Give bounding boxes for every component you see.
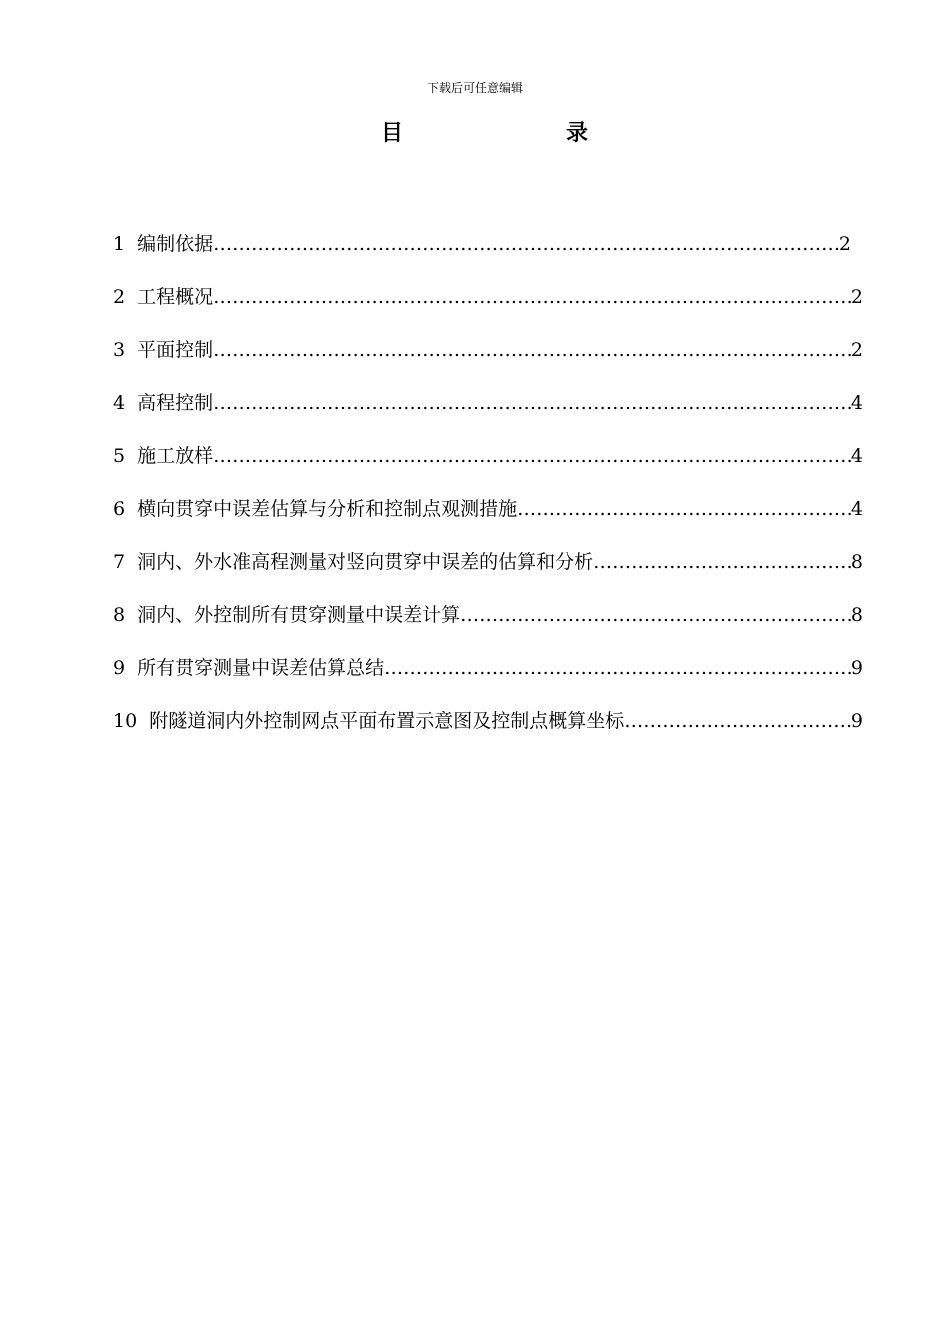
header-note: 下载后可任意编辑 xyxy=(426,81,523,95)
toc-dot-leader xyxy=(213,282,851,312)
toc-entry-number: 6 xyxy=(113,498,126,520)
toc-entry-number: 3 xyxy=(113,339,126,361)
toc-entry[interactable] xyxy=(113,653,863,706)
toc-entry-page: 8 xyxy=(850,551,863,573)
toc-dot-leader xyxy=(384,653,851,683)
toc-entry-page: 2 xyxy=(850,286,863,308)
toc-entry-page: 4 xyxy=(850,498,863,520)
toc-entry-text: 洞内、外控制所有贯穿测量中误差计算 xyxy=(137,604,461,626)
toc-entry-page: 8 xyxy=(850,604,863,626)
toc-entry-text: 附隧道洞内外控制网点平面布置示意图及控制点概算坐标 xyxy=(149,710,625,732)
toc-entry-text: 工程概况 xyxy=(137,286,214,308)
toc-entry-page: 2 xyxy=(850,339,863,361)
toc-entry-number: 1 xyxy=(113,233,126,255)
toc-entry-number: 10 xyxy=(113,710,138,732)
toc-entry[interactable] xyxy=(113,335,863,388)
toc-entry[interactable] xyxy=(113,706,863,759)
toc-dot-leader xyxy=(593,547,851,577)
toc-entry-text: 洞内、外水准高程测量对竖向贯穿中误差的估算和分析 xyxy=(137,551,594,573)
toc-dot-leader xyxy=(517,494,851,524)
toc-entry-text: 横向贯穿中误差估算与分析和控制点观测措施 xyxy=(137,498,518,520)
toc-entry-text: 所有贯穿测量中误差估算总结 xyxy=(137,657,385,679)
toc-entry[interactable] xyxy=(113,388,863,441)
toc-entry-page: 9 xyxy=(850,710,863,732)
toc-entry[interactable] xyxy=(113,229,863,282)
toc-entry-number: 8 xyxy=(113,604,126,626)
toc-entry-text: 高程控制 xyxy=(137,392,214,414)
toc-entry-number: 2 xyxy=(113,286,126,308)
toc-dot-leader xyxy=(213,388,851,418)
toc-entry-text: 施工放样 xyxy=(137,445,214,467)
title-char-first: 目 xyxy=(381,121,404,146)
toc-entry-number: 7 xyxy=(113,551,126,573)
table-of-contents xyxy=(113,229,863,759)
toc-entry-number: 9 xyxy=(113,657,126,679)
toc-entry-page: 2 xyxy=(838,233,851,255)
toc-dot-leader xyxy=(213,335,851,365)
toc-entry-page: 4 xyxy=(850,392,863,414)
toc-entry-page: 9 xyxy=(850,657,863,679)
toc-dot-leader xyxy=(460,600,851,630)
toc-entry[interactable] xyxy=(113,441,863,494)
toc-entry-number: 5 xyxy=(113,445,126,467)
toc-dot-leader xyxy=(213,441,851,471)
page-title xyxy=(0,120,950,150)
title-char-second: 录 xyxy=(566,121,589,146)
toc-entry[interactable] xyxy=(113,547,863,600)
toc-entry[interactable] xyxy=(113,600,863,653)
toc-entry-page: 4 xyxy=(850,445,863,467)
toc-entry[interactable] xyxy=(113,494,863,547)
toc-dot-leader xyxy=(624,706,851,736)
toc-entry-text: 编制依据 xyxy=(137,233,214,255)
toc-dot-leader xyxy=(213,229,839,259)
toc-entry-number: 4 xyxy=(113,392,126,414)
toc-entry[interactable] xyxy=(113,282,863,335)
toc-entry-text: 平面控制 xyxy=(137,339,214,361)
